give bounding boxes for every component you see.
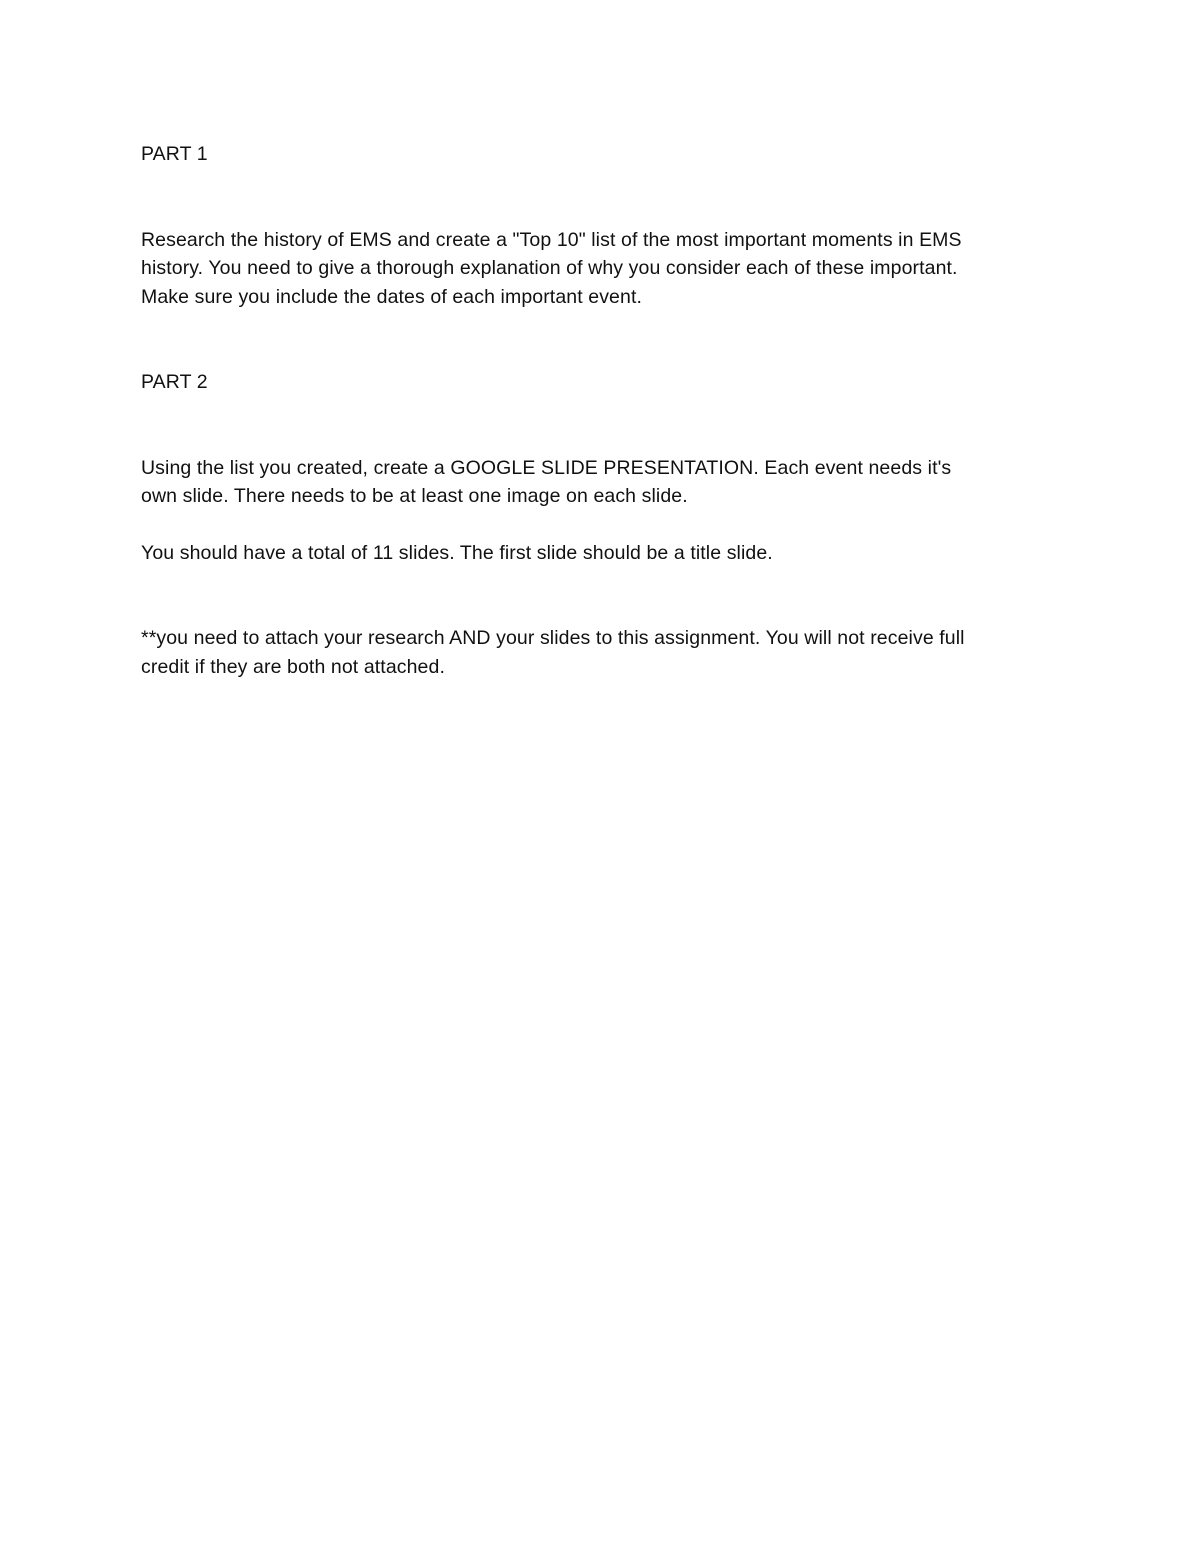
part-2-instructions [141,454,1071,511]
spacer [141,311,1071,368]
slide-count-instructions [141,539,1071,568]
spacer [141,567,1071,624]
part-2-line-2: own slide. There needs to be at least one image on each slide. [141,485,688,507]
part-1-heading: PART 1 [141,143,208,165]
spacer [141,397,1071,454]
document-body [141,140,1071,681]
part-1-line-2: history. You need to give a thorough explanation of why you consider each of these important. [141,257,958,279]
spacer [141,511,1071,539]
part-1-instructions [141,226,1071,312]
part-1-line-1: Research the history of EMS and create a "Top 10" list of the most important moments in EMS [141,228,962,251]
note-line-1: **you need to attach your research AND your slides to this assignment. You will not receive full [141,627,965,649]
attachment-note [141,624,1071,681]
note-line-2: credit if they are both not attached. [141,655,445,678]
part-2-heading: PART 2 [141,371,208,393]
slide-count-line-1: You should have a total of 11 slides. The first slide should be a title slide. [141,541,773,564]
part-1-line-3: Make sure you include the dates of each important event. [141,285,642,308]
spacer [141,169,1071,226]
part-2-line-1: Using the list you created, create a GOOGLE SLIDE PRESENTATION. Each event needs it's [141,456,952,479]
